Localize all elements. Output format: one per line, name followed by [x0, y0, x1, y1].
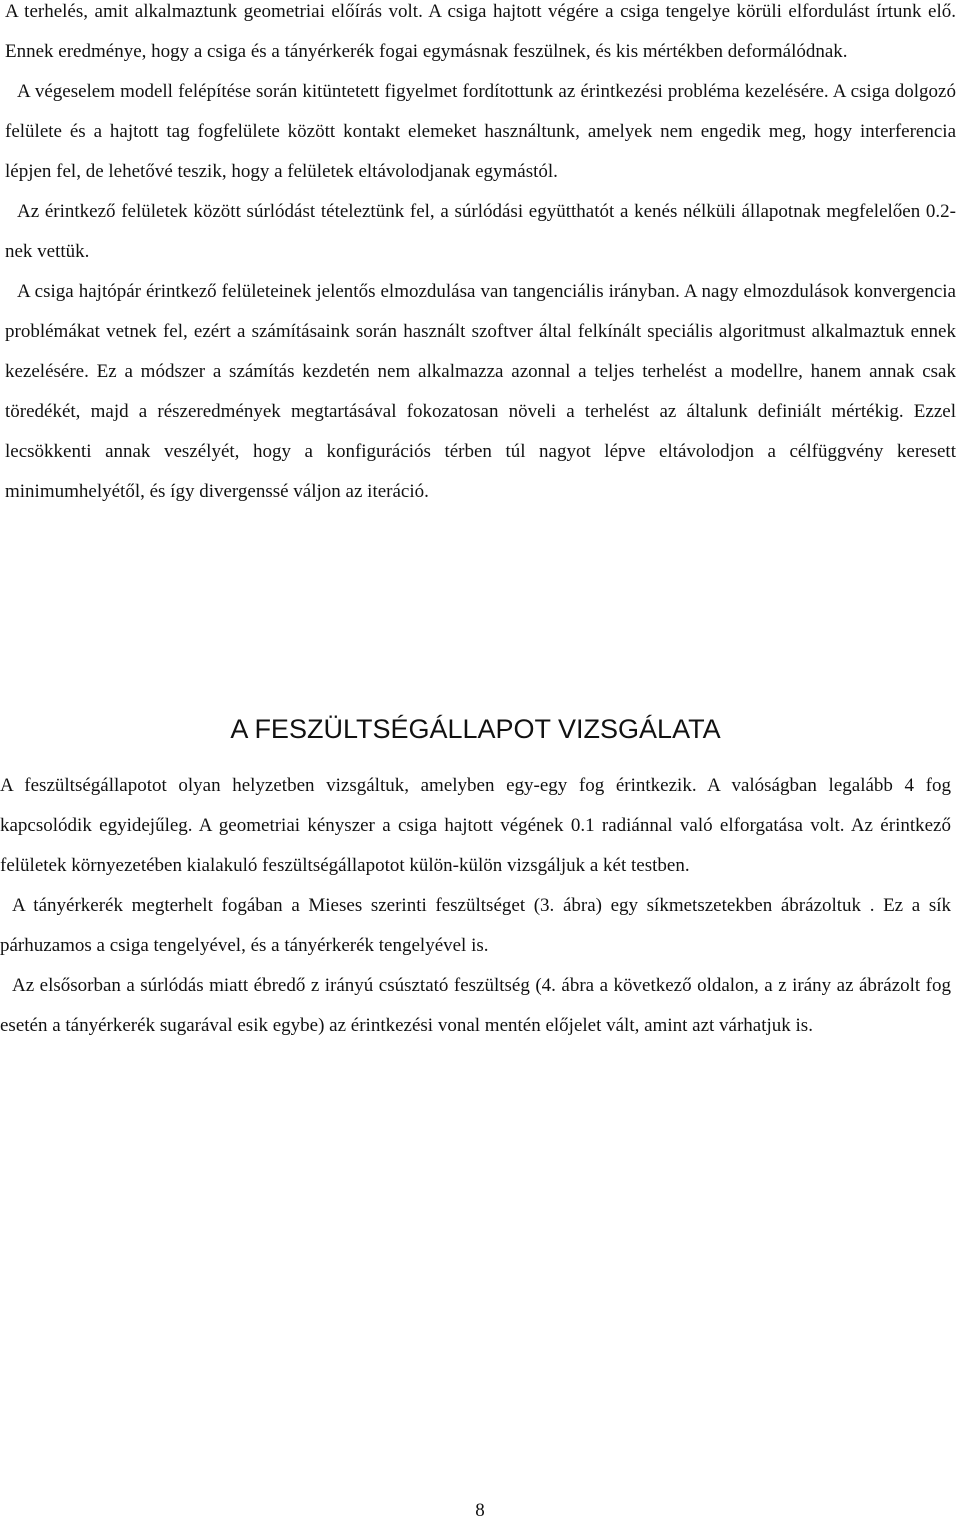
paragraph-load: A terhelés, amit alkalmaztunk geometriai előírás volt. A csiga hajtott végére a csiga tengelye körüli elfordulást írtunk elő. Ennek eredménye, hogy a csiga és a tányérkerék fogai egymásnak feszülnek, és kis mértékben deformálódnak. [5, 1, 956, 62]
stress-section [0, 766, 951, 1046]
paragraph-shear-stress: Az elsősorban a súrlódás miatt ébredő z irányú csúsztató feszültség (4. ábra a következő oldalon, a z irány az ábrázolt fog esetén a tányérkerék sugarával esik egybe) az érintkezési vonal mentén előjelet vált, amint azt várhatjuk is. [0, 975, 951, 1036]
paragraph-friction: Az érintkező felületek között súrlódást tételeztünk fel, a súrlódási együtthatót a kenés nélküli állapotnak megfelelően 0.2-nek vettük. [5, 201, 956, 262]
paragraph-fem-contact: A végeselem modell felépítése során kitüntetett figyelmet fordítottunk az érintkezési probléma kezelésére. A csiga dolgozó felülete és a hajtott tag fogfelülete között kontakt elemeket használtunk, amelyek nem engedik meg, hogy interferencia lépjen fel, de lehetővé teszik, hogy a felületek eltávolodjanak egymástól. [5, 81, 956, 182]
paragraph-mises-stress: A tányérkerék megterhelt fogában a Mieses szerinti feszültséget (3. ábra) egy síkmetszetekben ábrázoltuk . Ez a sík párhuzamos a csiga tengelyével, és a tányérkerék tengelyével is. [0, 895, 951, 956]
paragraph-convergence: A csiga hajtópár érintkező felületeinek jelentős elmozdulása van tangenciális irányban. A nagy elmozdulások konvergencia problémákat vetnek fel, ezért a számításaink során használt szoftver által felkínált speciális algoritmust alkalmaztuk ennek kezelésére. Ez a módszer a számítás kezdetén nem alkalmazza azonnal a teljes terhelést a modellre, hanem annak csak töredékét, majd a részeredmények megtartásával fokozatosan növeli a terhelést az általunk definiált mértékig. Ezzel lecsökkenti annak veszélyét, hogy a konfigurációs térben túl nagyot lépve eltávolodjon a célfüggvény keresett minimumhelyétől, és így divergenssé váljon az iteráció. [5, 281, 956, 502]
section-heading: A FESZÜLTSÉGÁLLAPOT VIZSGÁLATA [230, 714, 721, 744]
paragraph-stress-state: A feszültségállapotot olyan helyzetben vizsgáltuk, amelyben egy-egy fog érintkezik. A valóságban legalább 4 fog kapcsolódik egyidejűleg. A geometriai kényszer a csiga hajtott végének 0.1 radiánnal való elforgatása volt. Az érintkező felületek környezetében kialakuló feszültségállapotot külön-külön vizsgáljuk a két testben. [0, 775, 951, 876]
document-page [5, 0, 956, 512]
page-number: 8 [475, 1500, 485, 1521]
